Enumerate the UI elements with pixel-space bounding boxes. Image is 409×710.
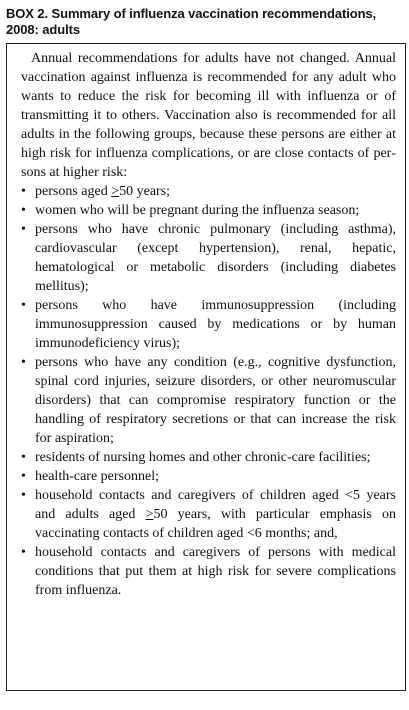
bullet-icon: •: [21, 298, 26, 313]
list-item-nursing-homes: [21, 448, 396, 467]
box-title-line-2: 2008: adults: [6, 22, 80, 37]
greater-equal-symbol: >: [111, 184, 120, 199]
greater-equal-symbol: >: [145, 507, 154, 522]
bullet-icon: •: [21, 450, 26, 465]
list-item-respiratory-function: [21, 353, 396, 448]
list-item-text: persons who have immunosuppression (including immunosuppression caused by medications or by human immunodeficiency virus);: [35, 298, 396, 351]
list-item-text: health-care personnel;: [35, 469, 159, 484]
list-item-text: women who will be pregnant during the influenza season;: [35, 203, 360, 218]
bullet-icon: •: [21, 203, 26, 218]
list-item-text: household contacts and caregivers of children aged <5 years and adults aged: [35, 488, 396, 522]
list-item-chronic-conditions: [21, 220, 396, 296]
list-item-age-50: [21, 182, 396, 201]
intro-paragraph: Annual recommendations for adults have not changed. Annual vaccination against influenza is recommended for any adult who wants to reduce the risk for becoming ill with influenza or of transmitting it to others. Vaccination also is recommended for all adults in the following groups, because these persons are either at high risk for influenza complications, or are close contacts of persons at higher risk:: [21, 51, 396, 180]
list-item-text: persons who have any condition (e.g., cognitive dysfunction, spinal cord injuries, seizure disorders, or other neuromuscular disorders) that can compromise respiratory function or the handling of respiratory secretions or that can increase the risk for aspiration;: [35, 355, 396, 446]
list-item-health-care-personnel: [21, 467, 396, 486]
box-title: [6, 6, 405, 38]
bullet-icon: •: [21, 222, 26, 237]
list-item-text: 50 years;: [119, 184, 171, 199]
list-item-household-contacts-high-risk: [21, 543, 396, 600]
bullet-icon: •: [21, 355, 26, 370]
recommendation-list: [21, 182, 396, 600]
list-item-text: residents of nursing homes and other chronic-care facilities;: [35, 450, 371, 465]
list-item-text: household contacts and caregivers of persons with medical conditions that put them at high risk for severe complications from influenza.: [35, 545, 396, 598]
list-item-text: persons who have chronic pulmonary (including asthma), cardiovascular (except hypertension), renal, hepatic, hematological or metabolic disorders (including diabetes mellitus);: [35, 222, 396, 294]
bullet-icon: •: [21, 488, 26, 503]
list-item-text: 50 years, with particular emphasis on vaccinating contacts of children aged <6 months; and,: [35, 507, 396, 541]
list-item-text: persons aged: [35, 184, 112, 199]
list-item-pregnant: [21, 201, 396, 220]
bullet-icon: •: [21, 184, 26, 199]
list-item-household-contacts-children: [21, 486, 396, 543]
recommendations-box: [6, 43, 406, 691]
bullet-icon: •: [21, 545, 26, 560]
box-title-line-1: BOX 2. Summary of influenza vaccination recommendations,: [6, 6, 377, 21]
list-item-immunosuppression: [21, 296, 396, 353]
bullet-icon: •: [21, 469, 26, 484]
